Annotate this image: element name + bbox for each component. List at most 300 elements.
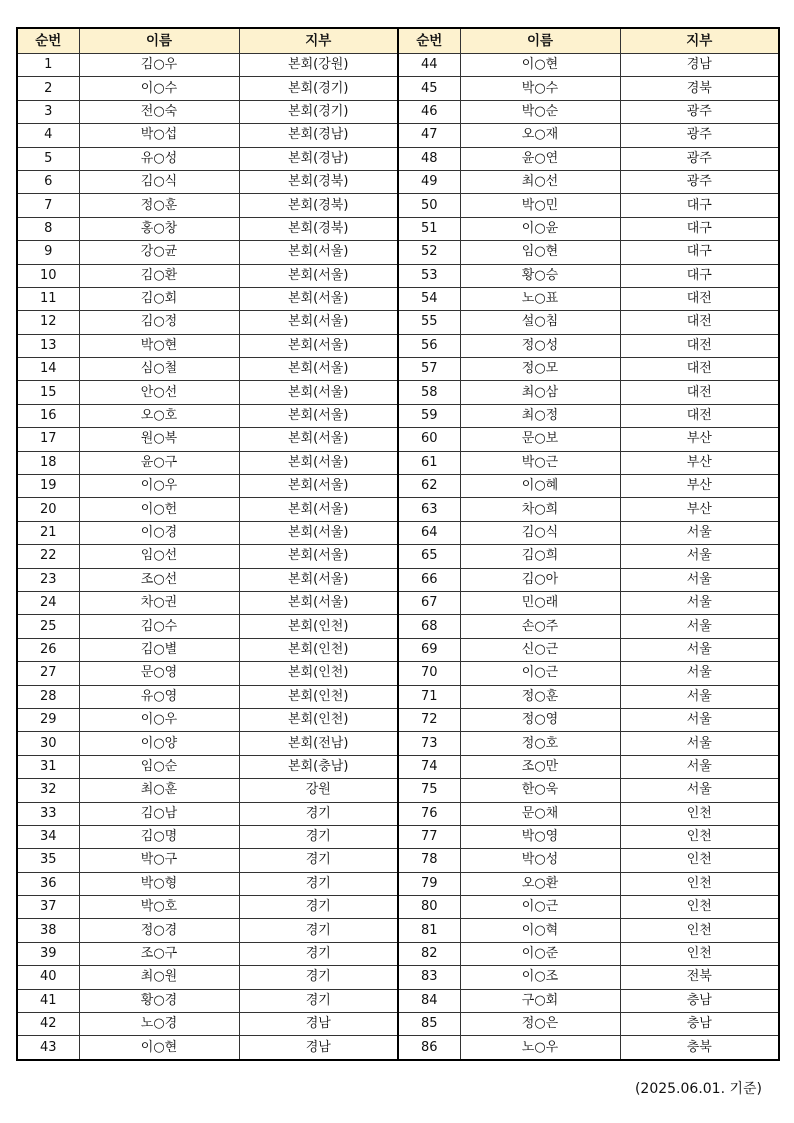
cell-name: 신○근 <box>460 638 620 661</box>
cell-no: 83 <box>398 966 460 989</box>
table-row <box>17 849 779 872</box>
cell-no: 16 <box>17 404 79 427</box>
cell-name: 노○표 <box>460 287 620 310</box>
cell-name: 김○수 <box>79 615 239 638</box>
cell-no: 23 <box>17 568 79 591</box>
cell-no: 2 <box>17 77 79 100</box>
table-header-row <box>17 28 779 54</box>
header-no: 순번 <box>17 28 79 54</box>
cell-branch: 본회(서울) <box>239 241 398 264</box>
cell-no: 13 <box>17 334 79 357</box>
cell-branch: 서울 <box>620 732 779 755</box>
cell-no: 79 <box>398 872 460 895</box>
cell-no: 73 <box>398 732 460 755</box>
cell-branch: 본회(인천) <box>239 662 398 685</box>
cell-no: 80 <box>398 896 460 919</box>
cell-name: 이○윤 <box>460 217 620 240</box>
cell-no: 27 <box>17 662 79 685</box>
table-row <box>17 685 779 708</box>
cell-no: 50 <box>398 194 460 217</box>
cell-name: 이○우 <box>79 475 239 498</box>
cell-no: 72 <box>398 708 460 731</box>
cell-name: 황○경 <box>79 989 239 1012</box>
cell-no: 84 <box>398 989 460 1012</box>
table-row <box>17 381 779 404</box>
table-row <box>17 615 779 638</box>
cell-no: 14 <box>17 358 79 381</box>
table-row <box>17 77 779 100</box>
cell-name: 김○식 <box>79 170 239 193</box>
cell-name: 김○회 <box>79 287 239 310</box>
cell-no: 51 <box>398 217 460 240</box>
cell-no: 78 <box>398 849 460 872</box>
cell-name: 설○침 <box>460 311 620 334</box>
cell-name: 노○우 <box>460 1036 620 1060</box>
table-row <box>17 779 779 802</box>
cell-branch: 본회(인천) <box>239 615 398 638</box>
cell-no: 65 <box>398 545 460 568</box>
table-row <box>17 475 779 498</box>
cell-name: 오○호 <box>79 404 239 427</box>
cell-name: 강○균 <box>79 241 239 264</box>
cell-branch: 충남 <box>620 989 779 1012</box>
cell-no: 66 <box>398 568 460 591</box>
cell-no: 29 <box>17 708 79 731</box>
cell-no: 62 <box>398 475 460 498</box>
cell-branch: 대전 <box>620 381 779 404</box>
cell-branch: 본회(서울) <box>239 287 398 310</box>
cell-no: 67 <box>398 591 460 614</box>
cell-branch: 경기 <box>239 802 398 825</box>
cell-no: 86 <box>398 1036 460 1060</box>
cell-no: 18 <box>17 451 79 474</box>
cell-branch: 경남 <box>239 1036 398 1060</box>
cell-no: 38 <box>17 919 79 942</box>
cell-no: 8 <box>17 217 79 240</box>
cell-no: 34 <box>17 825 79 848</box>
cell-no: 85 <box>398 1013 460 1036</box>
cell-branch: 대구 <box>620 241 779 264</box>
cell-name: 이○조 <box>460 966 620 989</box>
cell-branch: 대전 <box>620 287 779 310</box>
cell-name: 이○근 <box>460 662 620 685</box>
cell-name: 정○은 <box>460 1013 620 1036</box>
table-row <box>17 147 779 170</box>
cell-branch: 경기 <box>239 989 398 1012</box>
cell-no: 37 <box>17 896 79 919</box>
table-row <box>17 825 779 848</box>
cell-branch: 인천 <box>620 872 779 895</box>
table-row <box>17 966 779 989</box>
cell-branch: 본회(서울) <box>239 545 398 568</box>
cell-branch: 서울 <box>620 521 779 544</box>
cell-no: 21 <box>17 521 79 544</box>
cell-no: 52 <box>398 241 460 264</box>
cell-no: 22 <box>17 545 79 568</box>
cell-no: 58 <box>398 381 460 404</box>
cell-name: 정○훈 <box>460 685 620 708</box>
cell-no: 20 <box>17 498 79 521</box>
cell-branch: 인천 <box>620 849 779 872</box>
cell-branch: 인천 <box>620 919 779 942</box>
cell-no: 19 <box>17 475 79 498</box>
cell-branch: 본회(서울) <box>239 404 398 427</box>
cell-no: 55 <box>398 311 460 334</box>
table-row <box>17 662 779 685</box>
cell-branch: 서울 <box>620 638 779 661</box>
cell-no: 57 <box>398 358 460 381</box>
cell-name: 김○희 <box>460 545 620 568</box>
cell-no: 12 <box>17 311 79 334</box>
cell-name: 최○삼 <box>460 381 620 404</box>
cell-branch: 본회(경남) <box>239 147 398 170</box>
cell-name: 유○영 <box>79 685 239 708</box>
cell-name: 이○혁 <box>460 919 620 942</box>
cell-branch: 서울 <box>620 545 779 568</box>
table-row <box>17 638 779 661</box>
cell-branch: 경남 <box>620 54 779 77</box>
cell-branch: 대전 <box>620 358 779 381</box>
cell-no: 39 <box>17 942 79 965</box>
cell-name: 김○명 <box>79 825 239 848</box>
table-row <box>17 1036 779 1060</box>
cell-name: 정○모 <box>460 358 620 381</box>
cell-name: 이○혜 <box>460 475 620 498</box>
table-body <box>17 54 779 1060</box>
table-row <box>17 919 779 942</box>
cell-name: 윤○연 <box>460 147 620 170</box>
cell-no: 74 <box>398 755 460 778</box>
cell-name: 김○별 <box>79 638 239 661</box>
header-no: 순번 <box>398 28 460 54</box>
table-row <box>17 241 779 264</box>
table-row <box>17 872 779 895</box>
cell-no: 3 <box>17 100 79 123</box>
cell-branch: 서울 <box>620 779 779 802</box>
cell-name: 한○욱 <box>460 779 620 802</box>
cell-branch: 대전 <box>620 334 779 357</box>
cell-branch: 경기 <box>239 942 398 965</box>
cell-no: 25 <box>17 615 79 638</box>
cell-name: 박○호 <box>79 896 239 919</box>
cell-name: 김○식 <box>460 521 620 544</box>
cell-name: 박○영 <box>460 825 620 848</box>
cell-name: 조○선 <box>79 568 239 591</box>
cell-branch: 본회(경북) <box>239 194 398 217</box>
cell-branch: 본회(서울) <box>239 264 398 287</box>
cell-name: 오○재 <box>460 124 620 147</box>
cell-branch: 서울 <box>620 708 779 731</box>
table-row <box>17 217 779 240</box>
cell-branch: 본회(강원) <box>239 54 398 77</box>
cell-name: 이○경 <box>79 521 239 544</box>
cell-name: 박○현 <box>79 334 239 357</box>
cell-branch: 본회(서울) <box>239 451 398 474</box>
table-row <box>17 498 779 521</box>
cell-branch: 광주 <box>620 100 779 123</box>
cell-name: 조○만 <box>460 755 620 778</box>
cell-branch: 경기 <box>239 825 398 848</box>
cell-no: 10 <box>17 264 79 287</box>
cell-branch: 부산 <box>620 451 779 474</box>
cell-no: 59 <box>398 404 460 427</box>
cell-name: 문○보 <box>460 428 620 451</box>
cell-no: 70 <box>398 662 460 685</box>
cell-name: 박○섭 <box>79 124 239 147</box>
cell-branch: 서울 <box>620 615 779 638</box>
cell-name: 홍○창 <box>79 217 239 240</box>
cell-no: 33 <box>17 802 79 825</box>
cell-no: 69 <box>398 638 460 661</box>
cell-branch: 서울 <box>620 755 779 778</box>
cell-branch: 부산 <box>620 428 779 451</box>
cell-name: 안○선 <box>79 381 239 404</box>
cell-branch: 인천 <box>620 825 779 848</box>
cell-name: 이○준 <box>460 942 620 965</box>
cell-name: 박○민 <box>460 194 620 217</box>
cell-no: 6 <box>17 170 79 193</box>
cell-no: 41 <box>17 989 79 1012</box>
cell-no: 43 <box>17 1036 79 1060</box>
cell-name: 정○성 <box>460 334 620 357</box>
cell-branch: 본회(경기) <box>239 77 398 100</box>
cell-name: 김○남 <box>79 802 239 825</box>
cell-no: 48 <box>398 147 460 170</box>
cell-name: 윤○구 <box>79 451 239 474</box>
cell-name: 유○성 <box>79 147 239 170</box>
cell-name: 이○양 <box>79 732 239 755</box>
cell-no: 60 <box>398 428 460 451</box>
cell-branch: 본회(서울) <box>239 334 398 357</box>
cell-branch: 본회(경북) <box>239 170 398 193</box>
cell-name: 이○근 <box>460 896 620 919</box>
cell-name: 김○아 <box>460 568 620 591</box>
cell-name: 차○희 <box>460 498 620 521</box>
cell-no: 4 <box>17 124 79 147</box>
cell-name: 구○회 <box>460 989 620 1012</box>
table-row <box>17 264 779 287</box>
cell-branch: 본회(충남) <box>239 755 398 778</box>
cell-branch: 광주 <box>620 170 779 193</box>
cell-branch: 전북 <box>620 966 779 989</box>
table-row <box>17 942 779 965</box>
cell-no: 40 <box>17 966 79 989</box>
header-branch: 지부 <box>239 28 398 54</box>
table-row <box>17 755 779 778</box>
table-row <box>17 732 779 755</box>
cell-branch: 인천 <box>620 942 779 965</box>
cell-no: 63 <box>398 498 460 521</box>
cell-branch: 광주 <box>620 124 779 147</box>
table-row <box>17 451 779 474</box>
cell-no: 15 <box>17 381 79 404</box>
cell-name: 정○훈 <box>79 194 239 217</box>
cell-name: 전○숙 <box>79 100 239 123</box>
cell-name: 박○순 <box>460 100 620 123</box>
table-row <box>17 896 779 919</box>
cell-branch: 대구 <box>620 264 779 287</box>
cell-branch: 본회(인천) <box>239 708 398 731</box>
cell-no: 26 <box>17 638 79 661</box>
cell-name: 최○선 <box>460 170 620 193</box>
table-row <box>17 194 779 217</box>
member-table <box>16 27 780 1061</box>
cell-branch: 본회(경남) <box>239 124 398 147</box>
cell-name: 최○원 <box>79 966 239 989</box>
cell-no: 36 <box>17 872 79 895</box>
table-row <box>17 54 779 77</box>
cell-no: 32 <box>17 779 79 802</box>
cell-branch: 대구 <box>620 217 779 240</box>
cell-branch: 경남 <box>239 1013 398 1036</box>
cell-name: 박○형 <box>79 872 239 895</box>
cell-no: 76 <box>398 802 460 825</box>
cell-branch: 서울 <box>620 568 779 591</box>
cell-no: 64 <box>398 521 460 544</box>
table-row <box>17 100 779 123</box>
cell-branch: 충남 <box>620 1013 779 1036</box>
cell-name: 김○정 <box>79 311 239 334</box>
cell-branch: 대전 <box>620 404 779 427</box>
header-branch: 지부 <box>620 28 779 54</box>
cell-no: 42 <box>17 1013 79 1036</box>
cell-name: 김○환 <box>79 264 239 287</box>
header-name: 이름 <box>79 28 239 54</box>
cell-branch: 대전 <box>620 311 779 334</box>
cell-branch: 서울 <box>620 662 779 685</box>
cell-name: 이○수 <box>79 77 239 100</box>
cell-no: 1 <box>17 54 79 77</box>
cell-no: 77 <box>398 825 460 848</box>
cell-name: 박○수 <box>460 77 620 100</box>
header-name: 이름 <box>460 28 620 54</box>
cell-name: 이○현 <box>79 1036 239 1060</box>
cell-branch: 서울 <box>620 685 779 708</box>
cell-branch: 본회(경북) <box>239 217 398 240</box>
cell-no: 28 <box>17 685 79 708</box>
cell-branch: 본회(서울) <box>239 568 398 591</box>
table-row <box>17 358 779 381</box>
cell-name: 차○권 <box>79 591 239 614</box>
cell-branch: 본회(인천) <box>239 685 398 708</box>
cell-branch: 본회(서울) <box>239 498 398 521</box>
cell-no: 31 <box>17 755 79 778</box>
table-row <box>17 989 779 1012</box>
cell-name: 문○채 <box>460 802 620 825</box>
cell-no: 56 <box>398 334 460 357</box>
cell-name: 황○승 <box>460 264 620 287</box>
cell-name: 이○헌 <box>79 498 239 521</box>
cell-branch: 본회(경기) <box>239 100 398 123</box>
table-row <box>17 334 779 357</box>
cell-branch: 서울 <box>620 591 779 614</box>
cell-no: 53 <box>398 264 460 287</box>
cell-branch: 경북 <box>620 77 779 100</box>
cell-name: 최○훈 <box>79 779 239 802</box>
cell-no: 17 <box>17 428 79 451</box>
cell-branch: 인천 <box>620 802 779 825</box>
cell-name: 정○영 <box>460 708 620 731</box>
cell-no: 35 <box>17 849 79 872</box>
cell-name: 임○선 <box>79 545 239 568</box>
table-row <box>17 568 779 591</box>
table-row <box>17 170 779 193</box>
cell-branch: 경기 <box>239 919 398 942</box>
cell-branch: 본회(서울) <box>239 475 398 498</box>
cell-branch: 경기 <box>239 872 398 895</box>
cell-no: 68 <box>398 615 460 638</box>
table-row <box>17 428 779 451</box>
cell-branch: 본회(인천) <box>239 638 398 661</box>
cell-branch: 본회(서울) <box>239 428 398 451</box>
cell-branch: 경기 <box>239 849 398 872</box>
cell-no: 75 <box>398 779 460 802</box>
cell-branch: 경기 <box>239 966 398 989</box>
cell-name: 민○래 <box>460 591 620 614</box>
table-row <box>17 404 779 427</box>
cell-branch: 경기 <box>239 896 398 919</box>
cell-branch: 강원 <box>239 779 398 802</box>
cell-no: 45 <box>398 77 460 100</box>
table-row <box>17 545 779 568</box>
table-row <box>17 311 779 334</box>
reference-date: (2025.06.01. 기준) <box>634 1081 762 1097</box>
cell-no: 81 <box>398 919 460 942</box>
cell-name: 오○환 <box>460 872 620 895</box>
cell-branch: 부산 <box>620 475 779 498</box>
cell-no: 54 <box>398 287 460 310</box>
cell-name: 박○구 <box>79 849 239 872</box>
cell-name: 정○호 <box>460 732 620 755</box>
cell-no: 30 <box>17 732 79 755</box>
table-row <box>17 591 779 614</box>
cell-branch: 본회(서울) <box>239 591 398 614</box>
cell-no: 49 <box>398 170 460 193</box>
cell-branch: 본회(서울) <box>239 381 398 404</box>
cell-no: 46 <box>398 100 460 123</box>
cell-no: 44 <box>398 54 460 77</box>
cell-branch: 본회(전남) <box>239 732 398 755</box>
cell-name: 최○정 <box>460 404 620 427</box>
cell-no: 11 <box>17 287 79 310</box>
cell-no: 7 <box>17 194 79 217</box>
cell-name: 박○근 <box>460 451 620 474</box>
table-row <box>17 1013 779 1036</box>
cell-name: 임○순 <box>79 755 239 778</box>
cell-branch: 충북 <box>620 1036 779 1060</box>
cell-name: 이○우 <box>79 708 239 731</box>
cell-branch: 광주 <box>620 147 779 170</box>
cell-no: 9 <box>17 241 79 264</box>
cell-branch: 본회(서울) <box>239 311 398 334</box>
table-row <box>17 802 779 825</box>
cell-no: 47 <box>398 124 460 147</box>
table-row <box>17 287 779 310</box>
table-row <box>17 708 779 731</box>
cell-no: 24 <box>17 591 79 614</box>
cell-name: 노○경 <box>79 1013 239 1036</box>
table-row <box>17 124 779 147</box>
cell-name: 박○성 <box>460 849 620 872</box>
cell-branch: 본회(서울) <box>239 358 398 381</box>
cell-name: 심○철 <box>79 358 239 381</box>
cell-name: 김○우 <box>79 54 239 77</box>
cell-branch: 본회(서울) <box>239 521 398 544</box>
cell-branch: 대구 <box>620 194 779 217</box>
table-row <box>17 521 779 544</box>
cell-branch: 부산 <box>620 498 779 521</box>
cell-name: 임○현 <box>460 241 620 264</box>
